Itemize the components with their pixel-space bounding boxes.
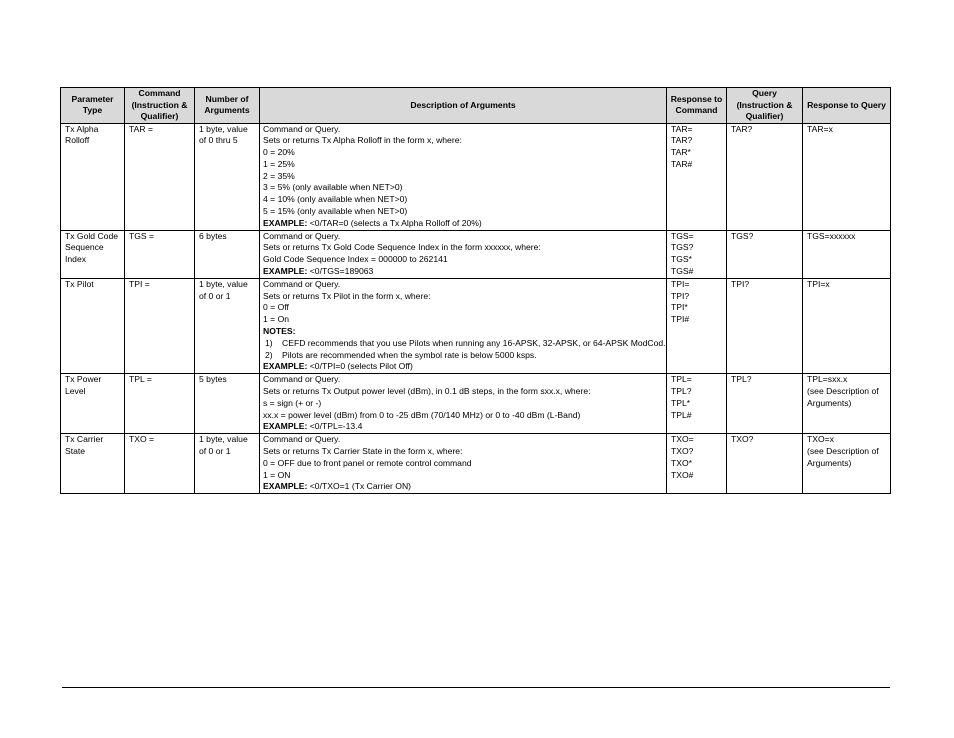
example-line (263, 361, 662, 373)
example-label: EXAMPLE: (263, 421, 308, 432)
cell-number-of-arguments (195, 278, 260, 373)
response-line: TPL? (671, 386, 692, 397)
cell-query: TPI? (727, 278, 803, 373)
arguments-line: of 0 thru 5 (199, 135, 238, 146)
header-query: Query (Instruction & Qualifier) (727, 88, 803, 124)
response-line: TPL* (671, 397, 691, 408)
cell-response-to-query (803, 374, 891, 434)
description-line: Command or Query. (263, 230, 341, 241)
response-line: TGS# (671, 266, 694, 277)
description-line: Sets or returns Tx Output power level (dBm), in 0.1 dB steps, in the form sxx.x, where: (263, 386, 591, 397)
response-line: TPL= (671, 374, 692, 385)
cell-query: TPL? (727, 374, 803, 434)
parameter-type-line: Rolloff (65, 135, 90, 146)
cell-command: TAR = (125, 123, 195, 230)
footer-rule (62, 687, 890, 688)
description-line: Sets or returns Tx Pilot in the form x, where: (263, 290, 431, 301)
response-line: TPI? (671, 290, 690, 301)
description-line: 2 = 35% (263, 170, 295, 181)
note-number: 2) (265, 349, 273, 360)
cell-query: TGS? (727, 230, 803, 278)
table-header-row (61, 88, 891, 124)
example-text: <0/TXO=1 (Tx Carrier ON) (307, 481, 412, 492)
cell-response-to-command (667, 434, 727, 494)
example-label: EXAMPLE: (263, 217, 308, 228)
parameter-type-line: Sequence (65, 242, 104, 253)
example-line (263, 218, 662, 230)
note-text: CEFD recommends that you use Pilots when running any 16-APSK, 32-APSK, or 64-APSK ModCod. (282, 337, 666, 348)
cell-response-to-command (667, 374, 727, 434)
arguments-line: of 0 or 1 (199, 290, 231, 301)
response-line: TAR= (671, 123, 693, 134)
arguments-line: 5 bytes (199, 374, 227, 385)
response-line: TGS* (671, 254, 693, 265)
description-line: Command or Query. (263, 278, 341, 289)
description-line: Command or Query. (263, 434, 341, 445)
response-line: TXO= (671, 434, 694, 445)
arguments-line: 6 bytes (199, 230, 227, 241)
description-line: Sets or returns Tx Carrier State in the form x, where: (263, 446, 463, 457)
table-row (61, 278, 891, 373)
arguments-line: 1 byte, value (199, 278, 248, 289)
arguments-line: 1 byte, value (199, 123, 248, 134)
response-line: TPI= (671, 278, 690, 289)
cell-response-to-query (803, 230, 891, 278)
cell-description (260, 230, 667, 278)
arguments-line: 1 byte, value (199, 434, 248, 445)
parameter-type-line: Tx Alpha (65, 123, 99, 134)
cell-query: TXO? (727, 434, 803, 494)
example-label: EXAMPLE: (263, 266, 308, 277)
cell-response-to-command (667, 230, 727, 278)
example-line (263, 481, 662, 493)
note-number: 1) (265, 337, 273, 348)
note-item (263, 337, 666, 350)
description-line: Gold Code Sequence Index = 000000 to 262141 (263, 254, 448, 265)
command-table (60, 87, 891, 494)
response-line: TAR? (671, 135, 693, 146)
parameter-type-line: Level (65, 386, 86, 397)
cell-command: TPI = (125, 278, 195, 373)
cell-command: TGS = (125, 230, 195, 278)
header-number-of-arguments: Number of Arguments (195, 88, 260, 124)
cell-number-of-arguments (195, 123, 260, 230)
description-line: 0 = Off (263, 302, 289, 313)
header-parameter-type: Parameter Type (61, 88, 125, 124)
description-line: Sets or returns Tx Gold Code Sequence Index in the form xxxxxx, where: (263, 242, 541, 253)
description-line: 0 = 20% (263, 147, 295, 158)
response-line: TAR* (671, 147, 691, 158)
cell-response-to-query (803, 278, 891, 373)
note-text: Pilots are recommended when the symbol rate is below 5000 ksps. (282, 349, 537, 360)
description-line: 1 = 25% (263, 158, 295, 169)
response-line: TGS? (671, 242, 694, 253)
description-line: 5 = 15% (only available when NET>0) (263, 206, 408, 217)
cell-description (260, 374, 667, 434)
parameter-type-line: Tx Gold Code (65, 230, 119, 241)
cell-description (260, 434, 667, 494)
notes-label: NOTES: (263, 326, 296, 337)
table-row (61, 434, 891, 494)
example-text: <0/TGS=189063 (307, 266, 374, 277)
description-line: Command or Query. (263, 123, 341, 134)
description-line: Sets or returns Tx Alpha Rolloff in the form x, where: (263, 135, 462, 146)
header-command: Command (Instruction & Qualifier) (125, 88, 195, 124)
table-row (61, 123, 891, 230)
parameter-type-line: Tx Carrier (65, 434, 104, 445)
description-line: 4 = 10% (only available when NET>0) (263, 194, 408, 205)
response-line: TGS= (671, 230, 694, 241)
cell-description (260, 278, 667, 373)
example-text: <0/TPL=-13.4 (307, 421, 363, 432)
cell-command: TXO = (125, 434, 195, 494)
parameter-type-line: Index (65, 254, 87, 265)
cell-parameter-type (61, 123, 125, 230)
cell-parameter-type (61, 278, 125, 373)
cell-number-of-arguments (195, 374, 260, 434)
query-response-line: Arguments) (807, 397, 852, 408)
response-line: TPI# (671, 314, 690, 325)
cell-number-of-arguments (195, 230, 260, 278)
description-line: 0 = OFF due to front panel or remote control command (263, 457, 472, 468)
cell-query: TAR? (727, 123, 803, 230)
description-line: 3 = 5% (only available when NET>0) (263, 182, 403, 193)
description-line: s = sign (+ or -) (263, 397, 322, 408)
parameter-type-line: Tx Power (65, 374, 102, 385)
example-text: <0/TAR=0 (selects a Tx Alpha Rolloff of 20%) (307, 217, 482, 228)
example-line (263, 421, 662, 433)
header-response-to-command: Response to Command (667, 88, 727, 124)
query-response-line: TPL=sxx.x (807, 374, 848, 385)
cell-description (260, 123, 667, 230)
query-response-line: TXO=x (807, 434, 834, 445)
cell-response-to-command (667, 278, 727, 373)
parameter-type-line: State (65, 446, 86, 457)
query-response-line: (see Description of (807, 386, 879, 397)
cell-number-of-arguments (195, 434, 260, 494)
response-line: TPI* (671, 302, 688, 313)
example-label: EXAMPLE: (263, 361, 308, 372)
query-response-line: TAR=x (807, 123, 833, 134)
response-line: TPL# (671, 409, 692, 420)
cell-parameter-type (61, 230, 125, 278)
parameter-type-line: Tx Pilot (65, 278, 94, 289)
example-text: <0/TPI=0 (selects Pilot Off) (307, 361, 413, 372)
response-line: TXO? (671, 446, 694, 457)
description-line: 1 = ON (263, 469, 291, 480)
description-line: Command or Query. (263, 374, 341, 385)
description-line: xx.x = power level (dBm) from 0 to -25 dBm (70/140 MHz) or 0 to -40 dBm (L-Band) (263, 409, 581, 420)
cell-response-to-query (803, 123, 891, 230)
cell-parameter-type (61, 374, 125, 434)
arguments-line: of 0 or 1 (199, 446, 231, 457)
cell-response-to-query (803, 434, 891, 494)
query-response-line: TGS=xxxxxx (807, 230, 856, 241)
query-response-line: Arguments) (807, 457, 852, 468)
table-row (61, 230, 891, 278)
response-line: TAR# (671, 158, 693, 169)
header-description: Description of Arguments (260, 88, 667, 124)
cell-parameter-type (61, 434, 125, 494)
header-response-to-query: Response to Query (803, 88, 891, 124)
table-row (61, 374, 891, 434)
response-line: TXO* (671, 457, 693, 468)
note-item (263, 350, 662, 362)
query-response-line: TPI=x (807, 278, 830, 289)
cell-command: TPL = (125, 374, 195, 434)
cell-response-to-command (667, 123, 727, 230)
description-line: 1 = On (263, 314, 290, 325)
query-response-line: (see Description of (807, 446, 879, 457)
response-line: TXO# (671, 469, 694, 480)
example-line (263, 266, 662, 278)
example-label: EXAMPLE: (263, 481, 308, 492)
